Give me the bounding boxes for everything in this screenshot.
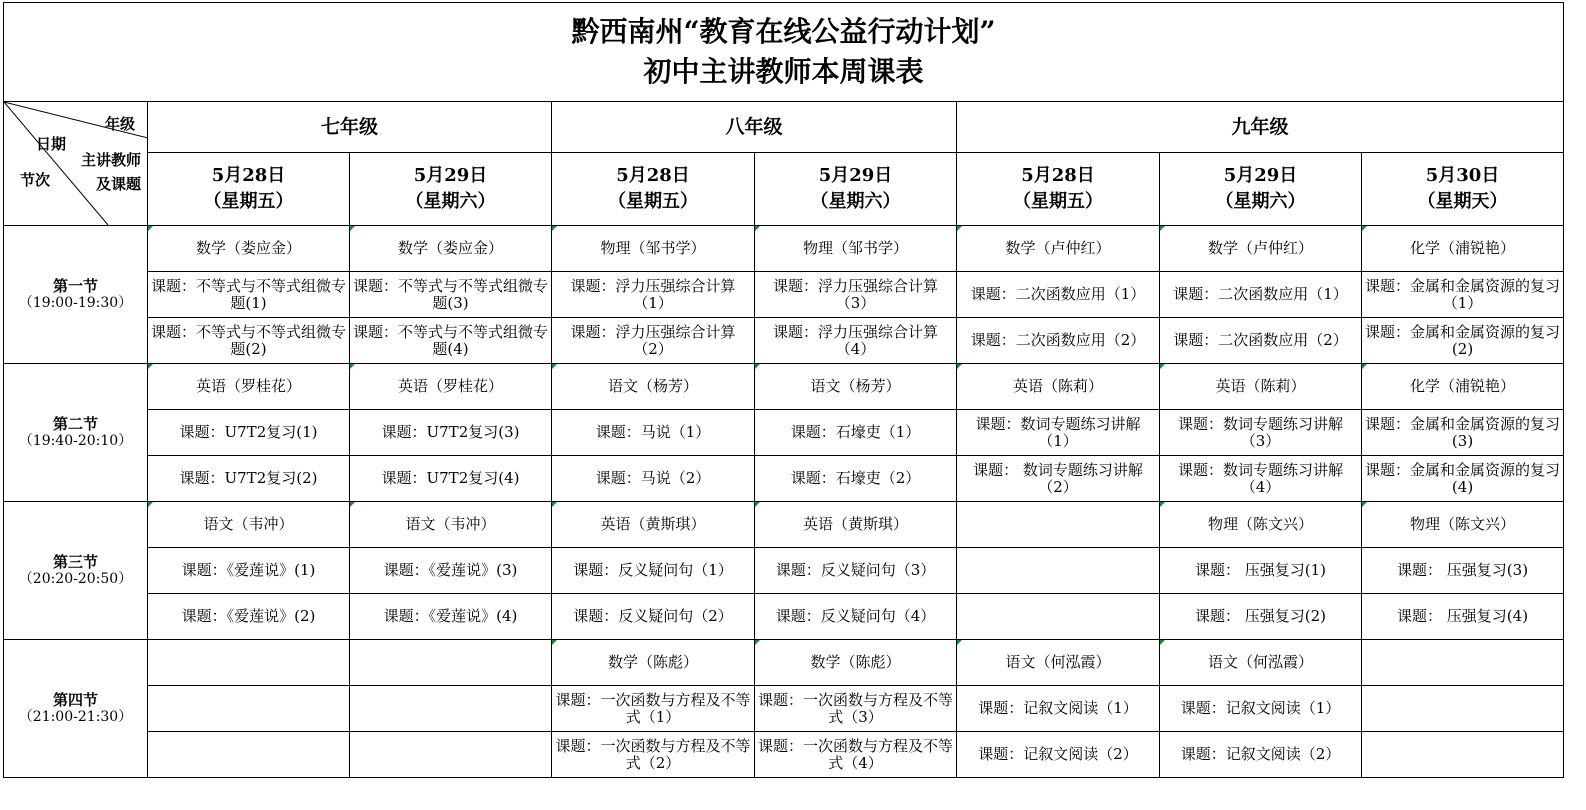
- subject-teacher-cell: 语文（韦冲）: [148, 502, 350, 548]
- subject-teacher-cell: 数学（娄应金）: [350, 226, 552, 272]
- session-4-row-2: [4, 686, 1564, 732]
- session-name: 第二节: [52, 414, 98, 433]
- date-day: 5月29日: [413, 165, 488, 186]
- lesson-topic-cell: 课题：《爱莲说》(2): [148, 594, 350, 640]
- corner-session-label: 节次: [20, 171, 51, 189]
- date-day: 5月29日: [818, 165, 893, 186]
- date-header-3: [552, 153, 755, 226]
- grade-7-header: 七年级: [148, 102, 552, 153]
- lesson-topic-cell: 课题：不等式与不等式组微专题(4): [350, 318, 552, 364]
- lesson-topic-cell: 课题：《爱莲说》(4): [350, 594, 552, 640]
- lesson-topic-cell: 课题：金属和金属资源的复习(3): [1362, 410, 1564, 456]
- session-4-row-3: [4, 732, 1564, 778]
- date-weekday: （星期六）: [405, 191, 496, 212]
- subject-teacher-cell: 语文（杨芳）: [552, 364, 755, 410]
- lesson-topic-cell: 课题：马说（2）: [552, 456, 755, 502]
- date-weekday: （星期五）: [203, 191, 294, 212]
- lesson-topic-cell: [350, 686, 552, 732]
- subject-teacher-cell: [957, 502, 1160, 548]
- session-name: 第四节: [52, 690, 98, 709]
- subject-teacher-cell: 语文（何泓霞）: [957, 640, 1160, 686]
- lesson-topic-cell: 课题：二次函数应用（2）: [1160, 318, 1362, 364]
- lesson-topic-cell: 课题：不等式与不等式组微专题(1): [148, 272, 350, 318]
- subject-teacher-cell: 英语（罗桂花）: [148, 364, 350, 410]
- session-1-row-2: [4, 272, 1564, 318]
- corner-date-label: 日期: [36, 135, 67, 153]
- subject-teacher-cell: 英语（陈莉）: [1160, 364, 1362, 410]
- lesson-topic-cell: 课题：反义疑问句（3）: [755, 548, 957, 594]
- lesson-topic-cell: 课题：记叙文阅读（1）: [957, 686, 1160, 732]
- lesson-topic-cell: 课题：马说（1）: [552, 410, 755, 456]
- lesson-topic-cell: [1362, 732, 1564, 778]
- session-label-cell: [4, 502, 148, 640]
- session-time: （19:40-20:10）: [18, 432, 133, 449]
- subject-teacher-cell: 数学（卢仲红）: [1160, 226, 1362, 272]
- corner-header-cell: [4, 102, 148, 226]
- lesson-topic-cell: 课题：浮力压强综合计算（2）: [552, 318, 755, 364]
- lesson-topic-cell: 课题：记叙文阅读（2）: [1160, 732, 1362, 778]
- subject-teacher-cell: 物理（陈文兴）: [1362, 502, 1564, 548]
- lesson-topic-cell: 课题： 压强复习(1): [1160, 548, 1362, 594]
- subject-teacher-cell: [148, 640, 350, 686]
- lesson-topic-cell: 课题：U7T2复习(3): [350, 410, 552, 456]
- schedule-body: [4, 226, 1564, 778]
- date-day: 5月28日: [616, 165, 690, 186]
- subject-teacher-cell: 物理（邹书学）: [552, 226, 755, 272]
- corner-topic-label: 及课题: [95, 175, 141, 193]
- schedule-table: [3, 2, 1564, 778]
- subject-teacher-cell: 语文（韦冲）: [350, 502, 552, 548]
- date-day: 5月29日: [1223, 165, 1298, 186]
- lesson-topic-cell: 课题：二次函数应用（1）: [1160, 272, 1362, 318]
- lesson-topic-cell: 课题：《爱莲说》(1): [148, 548, 350, 594]
- date-header-7: [1362, 153, 1564, 226]
- subject-teacher-cell: 语文（何泓霞）: [1160, 640, 1362, 686]
- lesson-topic-cell: 课题：金属和金属资源的复习(4): [1362, 456, 1564, 502]
- sheet-title: [4, 3, 1564, 102]
- lesson-topic-cell: 课题：U7T2复习(1): [148, 410, 350, 456]
- subject-teacher-cell: 英语（罗桂花）: [350, 364, 552, 410]
- title-line-1: 黔西南州“教育在线公益行动计划”: [571, 15, 996, 48]
- session-2-row-3: [4, 456, 1564, 502]
- session-2-row-1: [4, 364, 1564, 410]
- grade-8-header: 八年级: [552, 102, 957, 153]
- date-row: [4, 153, 1564, 226]
- lesson-topic-cell: 课题： 压强复习(3): [1362, 548, 1564, 594]
- schedule-sheet: [3, 2, 1563, 797]
- subject-teacher-cell: 英语（陈莉）: [957, 364, 1160, 410]
- session-time: （19:00-19:30）: [18, 294, 133, 311]
- grade-9-header: 九年级: [957, 102, 1564, 153]
- date-header-6: [1160, 153, 1362, 226]
- subject-teacher-cell: 化学（浦锐艳）: [1362, 226, 1564, 272]
- lesson-topic-cell: 课题：浮力压强综合计算（3）: [755, 272, 957, 318]
- lesson-topic-cell: 课题： 压强复习(4): [1362, 594, 1564, 640]
- date-header-1: [148, 153, 350, 226]
- session-time: （20:20-20:50）: [18, 570, 133, 587]
- lesson-topic-cell: [957, 548, 1160, 594]
- title-line-2: 初中主讲教师本周课表: [643, 55, 924, 88]
- subject-teacher-cell: 英语（黄斯琪）: [552, 502, 755, 548]
- lesson-topic-cell: 课题：浮力压强综合计算（4）: [755, 318, 957, 364]
- lesson-topic-cell: 课题：二次函数应用（1）: [957, 272, 1160, 318]
- lesson-topic-cell: 课题：不等式与不等式组微专题(2): [148, 318, 350, 364]
- lesson-topic-cell: 课题： 压强复习(2): [1160, 594, 1362, 640]
- lesson-topic-cell: 课题：石壕吏（2）: [755, 456, 957, 502]
- session-4-row-1: [4, 640, 1564, 686]
- session-name: 第一节: [52, 276, 98, 295]
- lesson-topic-cell: 课题：记叙文阅读（2）: [957, 732, 1160, 778]
- lesson-topic-cell: [148, 732, 350, 778]
- lesson-topic-cell: 课题：U7T2复习(2): [148, 456, 350, 502]
- subject-teacher-cell: 数学（陈彪）: [552, 640, 755, 686]
- session-1-row-3: [4, 318, 1564, 364]
- lesson-topic-cell: 课题：金属和金属资源的复习（1）: [1362, 272, 1564, 318]
- subject-teacher-cell: [1362, 640, 1564, 686]
- date-weekday: （星期天）: [1417, 191, 1508, 212]
- lesson-topic-cell: 课题：《爱莲说》(3): [350, 548, 552, 594]
- corner-grade-label: 年级: [104, 115, 135, 133]
- date-weekday: （星期五）: [1013, 191, 1103, 212]
- session-3-row-2: [4, 548, 1564, 594]
- session-3-row-3: [4, 594, 1564, 640]
- date-weekday: （星期五）: [608, 191, 698, 212]
- lesson-topic-cell: [350, 732, 552, 778]
- session-3-row-1: [4, 502, 1564, 548]
- lesson-topic-cell: 课题：反义疑问句（4）: [755, 594, 957, 640]
- date-day: 5月28日: [1021, 165, 1095, 186]
- lesson-topic-cell: [148, 686, 350, 732]
- date-header-2: [350, 153, 552, 226]
- lesson-topic-cell: 课题：数词专题练习讲解（1）: [957, 410, 1160, 456]
- lesson-topic-cell: 课题： 数词专题练习讲解（2）: [957, 456, 1160, 502]
- date-weekday: （星期六）: [810, 191, 901, 212]
- date-weekday: （星期六）: [1215, 191, 1306, 212]
- lesson-topic-cell: 课题：不等式与不等式组微专题(3): [350, 272, 552, 318]
- lesson-topic-cell: 课题：金属和金属资源的复习(2): [1362, 318, 1564, 364]
- session-label-cell: [4, 364, 148, 502]
- lesson-topic-cell: 课题：一次函数与方程及不等式（3）: [755, 686, 957, 732]
- session-label-cell: [4, 640, 148, 778]
- session-name: 第三节: [52, 552, 98, 571]
- lesson-topic-cell: 课题：数词专题练习讲解（4）: [1160, 456, 1362, 502]
- corner-teacher-label: 主讲教师: [80, 151, 141, 169]
- session-label-cell: [4, 226, 148, 364]
- date-day: 5月28日: [211, 165, 286, 186]
- lesson-topic-cell: 课题：反义疑问句（1）: [552, 548, 755, 594]
- subject-teacher-cell: 英语（黄斯琪）: [755, 502, 957, 548]
- session-1-row-1: [4, 226, 1564, 272]
- lesson-topic-cell: 课题：浮力压强综合计算（1）: [552, 272, 755, 318]
- lesson-topic-cell: 课题：一次函数与方程及不等式（2）: [552, 732, 755, 778]
- date-day: 5月30日: [1425, 165, 1500, 186]
- date-header-5: [957, 153, 1160, 226]
- lesson-topic-cell: 课题：U7T2复习(4): [350, 456, 552, 502]
- lesson-topic-cell: [1362, 686, 1564, 732]
- lesson-topic-cell: 课题：反义疑问句（2）: [552, 594, 755, 640]
- lesson-topic-cell: 课题：二次函数应用（2）: [957, 318, 1160, 364]
- lesson-topic-cell: 课题：石壕吏（1）: [755, 410, 957, 456]
- lesson-topic-cell: 课题：一次函数与方程及不等式（4）: [755, 732, 957, 778]
- date-header-4: [755, 153, 957, 226]
- subject-teacher-cell: 物理（邹书学）: [755, 226, 957, 272]
- lesson-topic-cell: 课题：记叙文阅读（1）: [1160, 686, 1362, 732]
- subject-teacher-cell: 化学（浦锐艳）: [1362, 364, 1564, 410]
- session-time: （21:00-21:30）: [18, 708, 133, 725]
- subject-teacher-cell: 物理（陈文兴）: [1160, 502, 1362, 548]
- subject-teacher-cell: 数学（娄应金）: [148, 226, 350, 272]
- lesson-topic-cell: 课题：数词专题练习讲解（3）: [1160, 410, 1362, 456]
- subject-teacher-cell: 数学（陈彪）: [755, 640, 957, 686]
- subject-teacher-cell: [350, 640, 552, 686]
- session-2-row-2: [4, 410, 1564, 456]
- subject-teacher-cell: 数学（卢仲红）: [957, 226, 1160, 272]
- lesson-topic-cell: [957, 594, 1160, 640]
- subject-teacher-cell: 语文（杨芳）: [755, 364, 957, 410]
- lesson-topic-cell: 课题：一次函数与方程及不等式（1）: [552, 686, 755, 732]
